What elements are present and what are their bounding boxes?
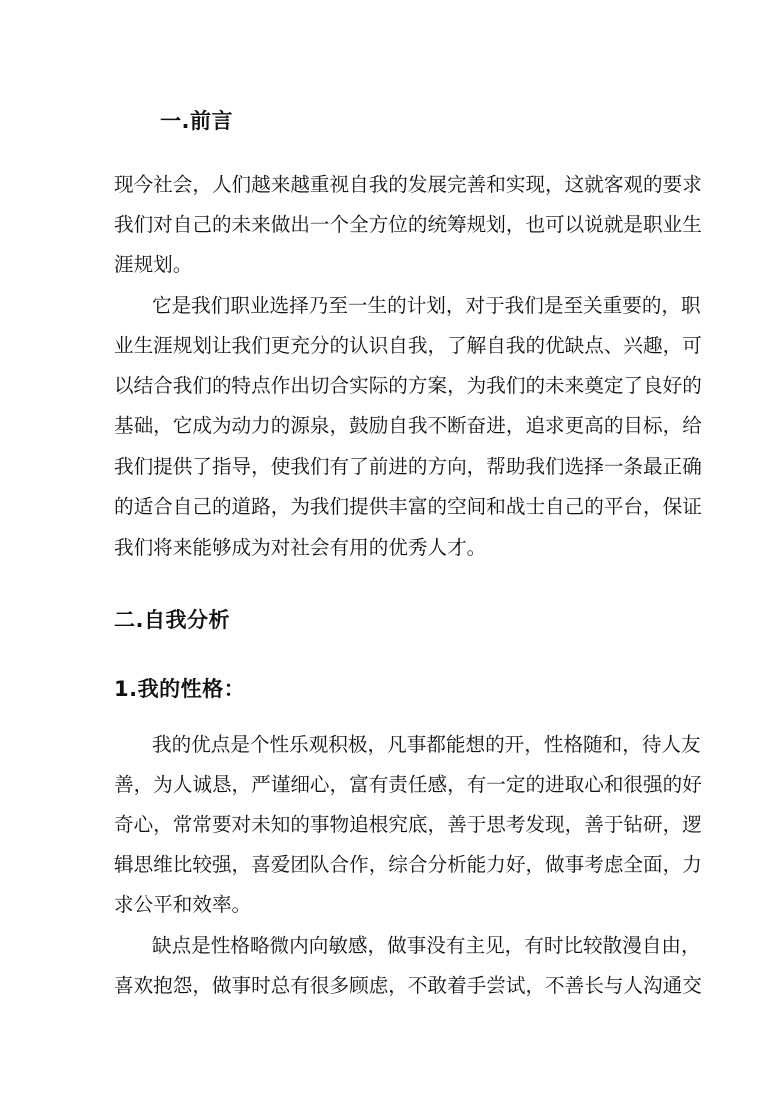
text-line: 现今社会，人们越来越重视自我的发展完善和实现，这就客观的要求 <box>114 173 702 196</box>
text-line: 我的优点是个性乐观积极，凡事都能想的开，性格随和，待人友 <box>152 733 701 756</box>
text-line: 我们提供了指导，使我们有了前进的方向，帮助我们选择一条最正确 <box>114 455 702 478</box>
text-line: 它是我们职业选择乃至一生的计划，对于我们是至关重要的，职 <box>152 294 701 317</box>
text-line: 辑思维比较强，喜爱团队合作，综合分析能力好，做事考虑全面，力 <box>114 853 702 876</box>
text-line: 善，为人诚恳，严谨细心，富有责任感，有一定的进取心和很强的好 <box>114 773 702 796</box>
text-line: 求公平和效率。 <box>114 893 252 916</box>
section-title-self-analysis: 二.自我分析 <box>114 608 230 632</box>
text-line: 以结合我们的特点作出切合实际的方案，为我们的未来奠定了良好的 <box>114 374 702 397</box>
subsection-title-personality: 1.我的性格： <box>114 677 246 701</box>
text-line: 的适合自己的道路，为我们提供丰富的空间和战士自己的平台，保证 <box>114 495 702 518</box>
text-line: 我们对自己的未来做出一个全方位的统筹规划，也可以说就是职业生 <box>114 213 702 236</box>
text-line: 我们将来能够成为对社会有用的优秀人才。 <box>114 536 487 559</box>
text-line: 奇心，常常要对未知的事物追根究底，善于思考发现，善于钻研，逻 <box>114 813 702 836</box>
text-line: 喜欢抱怨，做事时总有很多顾虑，不敢着手尝试，不善长与人沟通交 <box>114 974 702 997</box>
text-line: 缺点是性格略微内向敏感，做事没有主见，有时比较散漫自由， <box>152 934 701 957</box>
text-line: 涯规划。 <box>114 253 193 276</box>
section-title-preface: 一.前言 <box>160 109 233 133</box>
text-line: 基础，它成为动力的源泉，鼓励自我不断奋进，追求更高的目标，给 <box>114 414 702 437</box>
text-line: 业生涯规划让我们更充分的认识自我，了解自我的优缺点、兴趣，可 <box>114 334 702 357</box>
